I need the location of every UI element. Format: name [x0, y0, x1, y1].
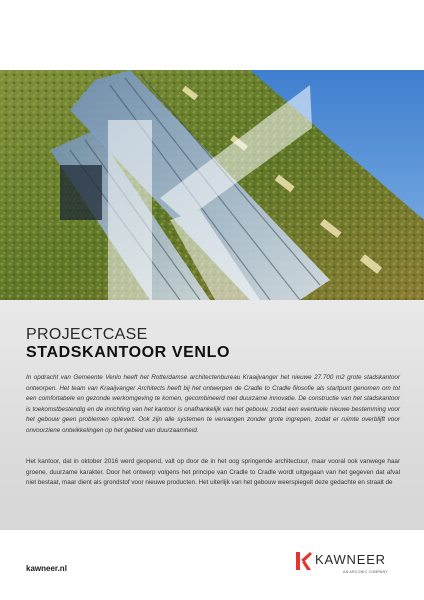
intro-paragraph: In opdracht van Gemeente Venlo heeft het Rotterdamse architectenbureau Kraaijvanger het nieuwe 27.700 m2 grote stadskantoor ontworpen. Het team van Kraaijvanger Architects heeft bij het ontwerpen de Cradle to Cradle filosofie als startpunt genomen om tot een comfortabele en gezonde werkomgeving te komen, gecombineerd met duurzame innovatie. De constructie van het stadskantoor is toekomstbestendig en de inrichting van het kantoor is onafhankelijk van het gebouw, zodat een eventuele nieuwe bestemming voor het gebouw geen problemen oplevert. Ook zijn alle systemen te vervangen zonder grote ingrepen, zodat er ruimte overblijft voor onvoorziene ontwikkelingen op het gebied van duurzaamheid.	[26, 374, 400, 434]
hero-photo-green-facade	[0, 70, 424, 300]
website-link[interactable]: kawneer.nl	[26, 564, 67, 573]
section-label: PROJECTCASE	[26, 326, 148, 343]
logo-wordmark: KAWNEER	[315, 552, 386, 567]
body-paragraph: Het kantoor, dat in oktober 2016 werd geopend, valt op door de in het oog springende architectuur, maar vooral ook vanwege haar groene, duurzame karakter. Door het ontwerp volgens het principe van Cradle to Cradle wordt uitgegaan van het gegeven dat afval niet bestaat, maar dient als grondstof voor nieuwe producten. Het uiterlijk van het gebouw weerspiegelt deze gedachte en straalt de	[26, 458, 400, 487]
page-title: STADSKANTOOR VENLO	[26, 344, 230, 361]
kawneer-k-icon	[296, 552, 312, 570]
logo-tagline: AN ARCONIC COMPANY	[343, 570, 388, 574]
kawneer-logo	[296, 550, 406, 580]
